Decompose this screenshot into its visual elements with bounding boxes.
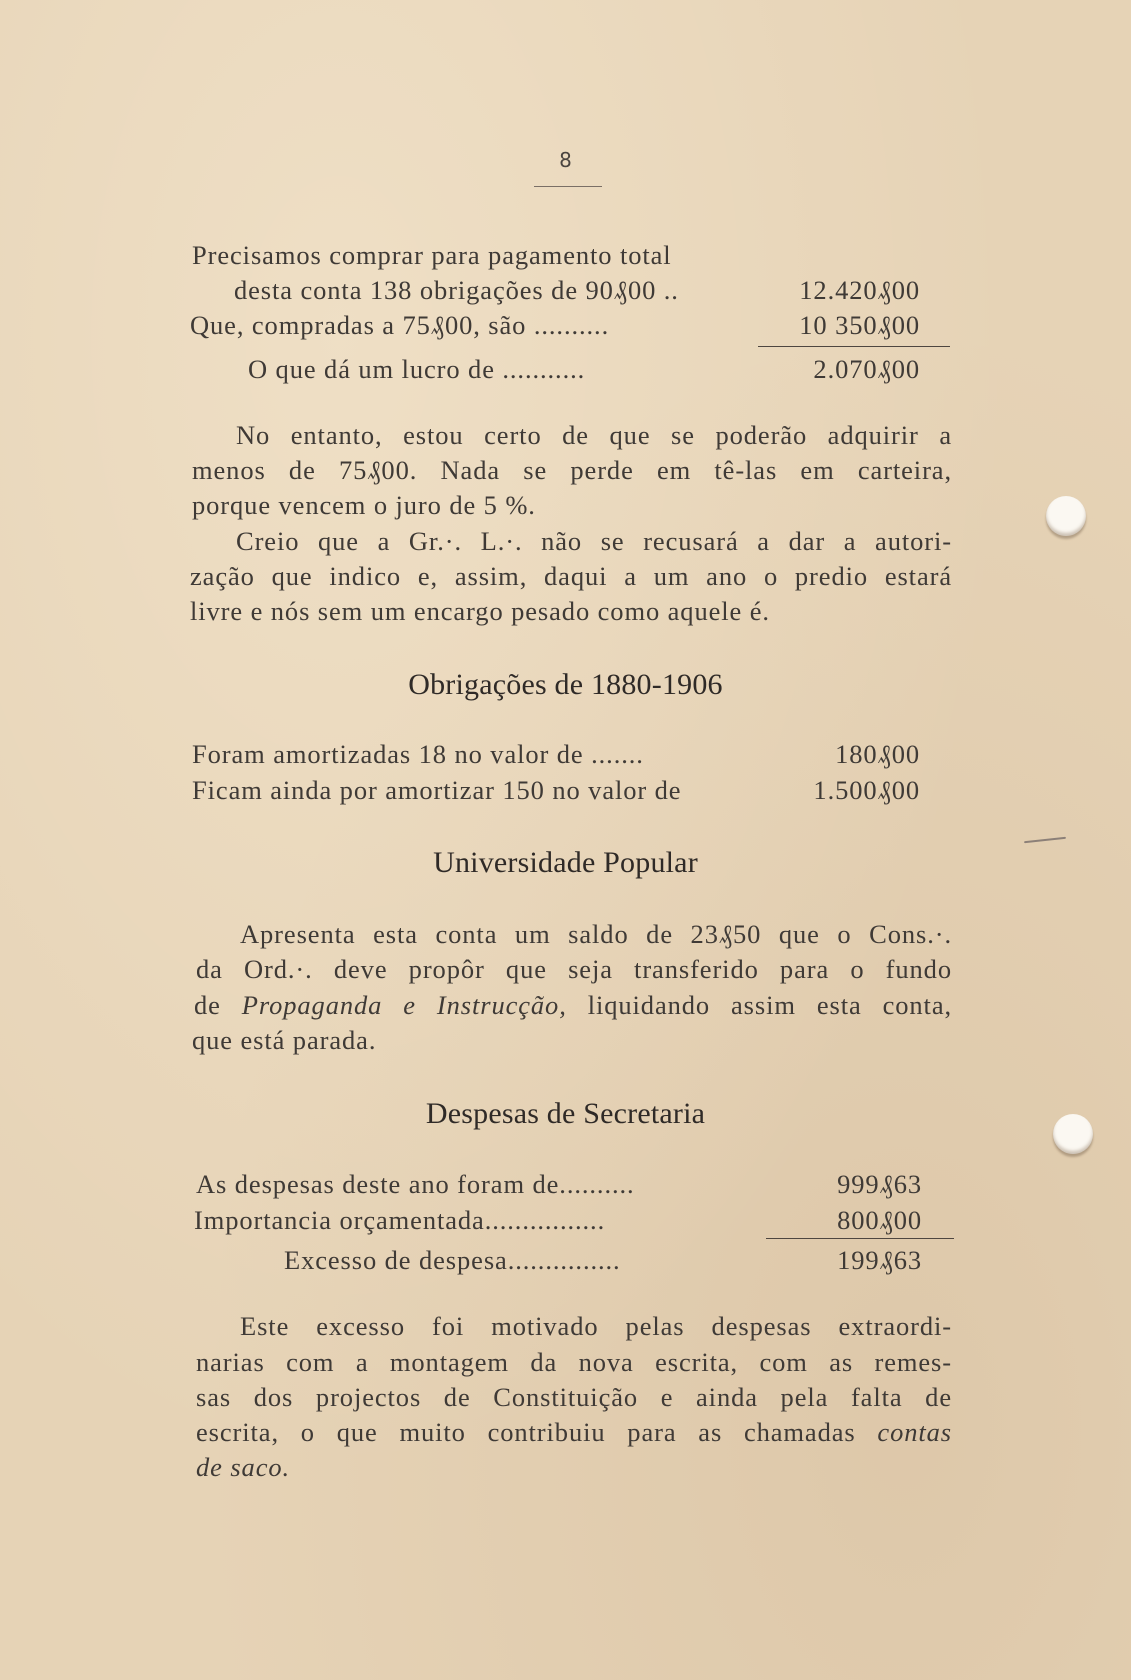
obrigacoes-row-1-amount: 180₰00 xyxy=(835,739,920,769)
paragraph-1-line-2: menos de 75₰00. Nada se perde em tê-las em carteira, xyxy=(192,455,952,485)
paragraph-2-line-3: livre e nós sem um encargo pesado como aquele é. xyxy=(190,596,770,626)
despesas-row-1-amount: 999₰63 xyxy=(837,1169,922,1199)
closing-line-4-text: escrita, o que muito contribuiu para as chamadas xyxy=(196,1417,878,1447)
universidade-line-4: que está parada. xyxy=(192,1025,377,1055)
closing-line-5 xyxy=(196,1450,290,1484)
paragraph-2-line-2: zação que indico e, assim, daqui a um ano o predio estará xyxy=(190,561,952,591)
section-heading-universidade: Universidade Popular xyxy=(433,846,698,879)
universidade-fund-name: Propaganda e Instrucção, xyxy=(241,990,567,1020)
intro-sum-rule xyxy=(758,346,950,347)
obrigacoes-row-2-label: Ficam ainda por amortizar 150 no valor de xyxy=(192,775,682,805)
closing-line-2: narias com a montagem da nova escrita, com as remes- xyxy=(196,1347,952,1377)
paragraph-2-line-1: Creio que a Gr.·. L.·. não se recusará a dar a autori- xyxy=(236,526,952,556)
page-number: 8 xyxy=(559,148,572,172)
section-heading-despesas: Despesas de Secretaria xyxy=(425,1097,706,1130)
universidade-line-3 xyxy=(194,988,952,1022)
paper-scratch-mark xyxy=(1024,837,1066,843)
section-heading-obrigacoes: Obrigações de 1880-1906 xyxy=(408,668,723,701)
page-number-rule xyxy=(534,186,602,187)
intro-line-2: desta conta 138 obrigações de 90₰00 .. xyxy=(234,275,679,305)
despesas-row-2-amount: 800₰00 xyxy=(837,1205,922,1235)
intro-line-1: Precisamos comprar para pagamento total xyxy=(192,240,672,270)
despesas-row-2-label: Importancia orçamentada................ xyxy=(194,1205,606,1235)
intro-line-4: O que dá um lucro de ........... xyxy=(248,354,586,384)
despesas-total-amount: 199₰63 xyxy=(837,1245,922,1275)
binder-hole-upper xyxy=(1046,496,1086,536)
universidade-line-3-prefix: de xyxy=(194,990,242,1020)
intro-line-3: Que, compradas a 75₰00, são .......... xyxy=(190,310,610,340)
despesas-row-1-label: As despesas deste ano foram de.......... xyxy=(196,1169,635,1199)
paragraph-1-line-1: No entanto, estou certo de que se poderão adquirir a xyxy=(236,420,952,450)
closing-line-4 xyxy=(196,1415,952,1449)
closing-line-3: sas dos projectos de Constituição e ainda pela falta de xyxy=(196,1382,952,1412)
obrigacoes-row-1-label: Foram amortizadas 18 no valor de ....... xyxy=(192,739,644,769)
despesas-total-label: Excesso de despesa............... xyxy=(284,1245,621,1275)
intro-amount-purchase: 10 350₰00 xyxy=(799,310,920,340)
closing-line-1: Este excesso foi motivado pelas despesas extraordi- xyxy=(240,1311,952,1341)
closing-phrase-start: contas xyxy=(877,1417,952,1447)
binder-hole-lower xyxy=(1053,1114,1093,1154)
despesas-sum-rule xyxy=(766,1238,954,1239)
paragraph-1-line-3: porque vencem o juro de 5 %. xyxy=(192,490,536,520)
universidade-line-2: da Ord.·. deve propôr que seja transferido para o fundo xyxy=(196,954,952,984)
universidade-line-3-suffix: liquidando assim esta conta, xyxy=(566,990,953,1020)
intro-amount-profit: 2.070₰00 xyxy=(813,354,920,384)
intro-amount-total: 12.420₰00 xyxy=(799,275,920,305)
closing-phrase-end: de saco. xyxy=(196,1452,291,1482)
universidade-line-1: Apresenta esta conta um saldo de 23₰50 que o Cons.·. xyxy=(240,919,952,949)
obrigacoes-row-2-amount: 1.500₰00 xyxy=(813,775,920,805)
